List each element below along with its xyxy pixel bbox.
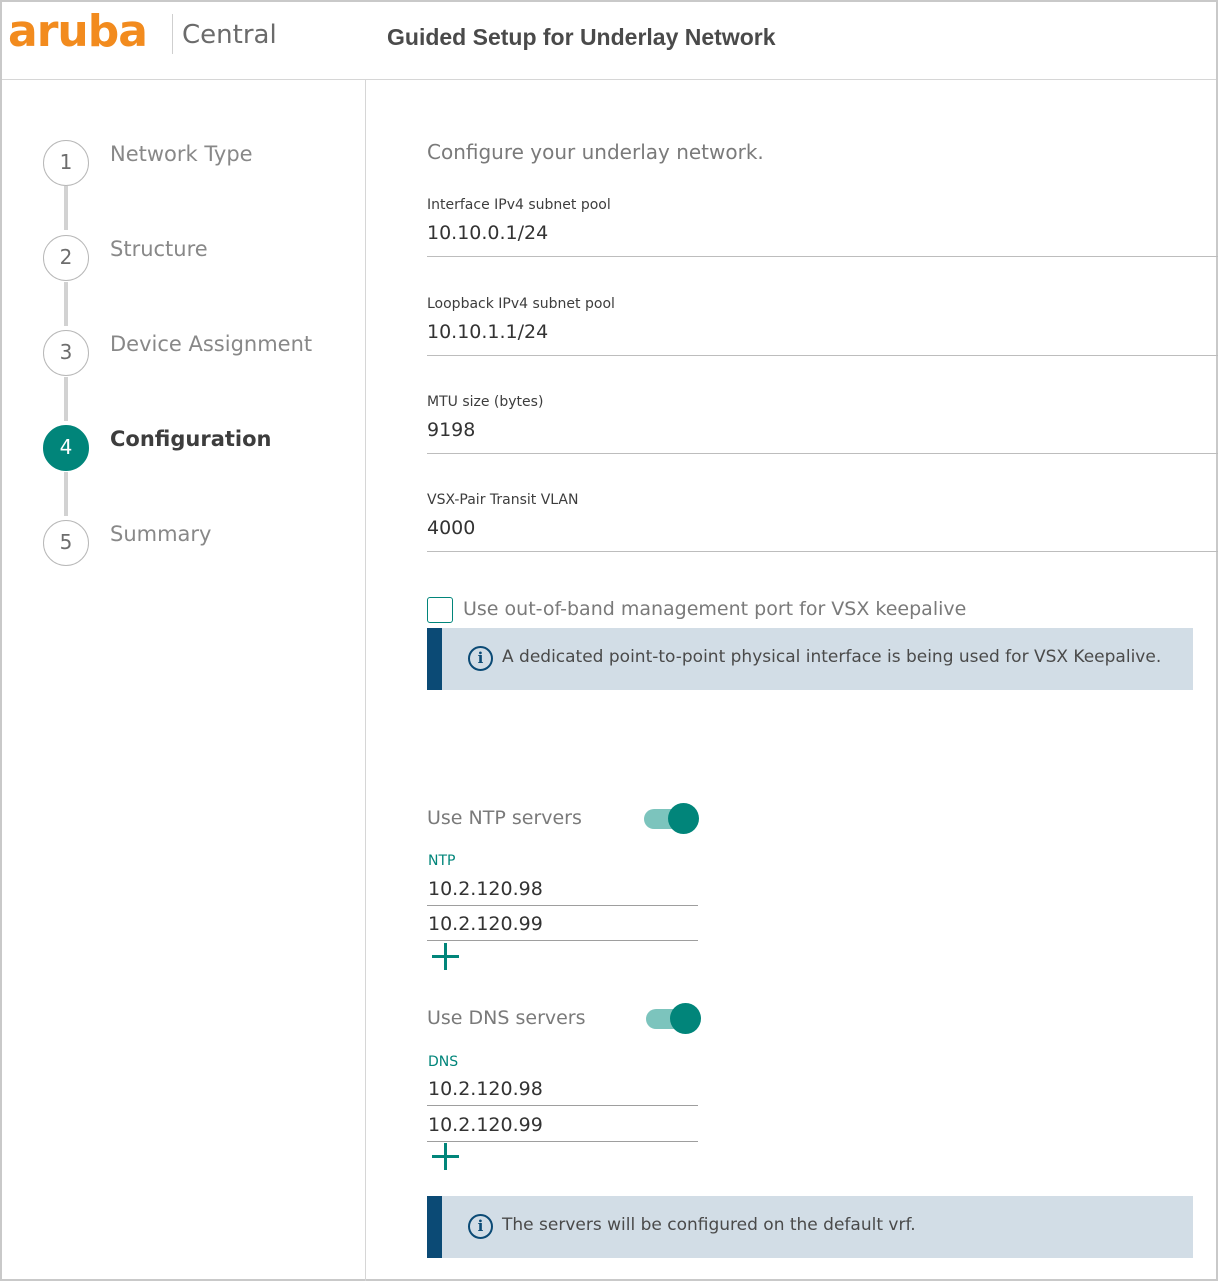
step-configuration[interactable]: [43, 425, 363, 471]
page-title: Guided Setup for Underlay Network: [387, 24, 776, 50]
server-value: 10.2.120.99: [428, 913, 543, 935]
info-text: A dedicated point-to-point physical interface is being used for VSX Keepalive.: [502, 647, 1162, 667]
configuration-form: [367, 80, 1216, 1281]
mtu-size-input[interactable]: 9198: [427, 419, 476, 441]
step-network-type[interactable]: [43, 140, 363, 186]
field-label: MTU size (bytes): [427, 394, 544, 410]
step-number: 5: [43, 520, 89, 566]
add-ntp-server-icon[interactable]: [431, 942, 461, 972]
info-icon: i: [468, 646, 493, 671]
dns-list-label: DNS: [428, 1054, 459, 1070]
product-name: Central: [182, 20, 277, 50]
step-number: 2: [43, 235, 89, 281]
step-connector: [64, 377, 68, 421]
step-label: Configuration: [110, 427, 272, 451]
field-label: VSX-Pair Transit VLAN: [427, 492, 579, 508]
server-value: 10.2.120.98: [428, 1078, 543, 1100]
step-device-assignment[interactable]: [43, 330, 363, 376]
dns-toggle-row: [427, 1002, 702, 1038]
step-connector: [64, 472, 68, 516]
logo-divider: [172, 14, 173, 54]
interface-subnet-pool-input[interactable]: 10.10.0.1/24: [427, 222, 549, 244]
step-label: Device Assignment: [110, 332, 313, 356]
server-value: 10.2.120.98: [428, 878, 543, 900]
step-connector: [64, 186, 68, 230]
field-label: Loopback IPv4 subnet pool: [427, 296, 615, 312]
dns-server-input[interactable]: [427, 1112, 698, 1142]
vsx-transit-vlan-input[interactable]: 4000: [427, 517, 476, 539]
step-summary[interactable]: [43, 520, 363, 566]
ntp-toggle[interactable]: [644, 802, 700, 834]
form-intro: Configure your underlay network.: [427, 140, 764, 164]
loopback-subnet-pool-field[interactable]: [427, 296, 1218, 356]
add-dns-server-icon[interactable]: [431, 1142, 461, 1172]
wizard-stepper: [2, 80, 366, 1281]
server-value: 10.2.120.99: [428, 1114, 543, 1136]
vsx-keepalive-info: [427, 628, 1193, 690]
step-structure[interactable]: [43, 235, 363, 281]
toggle-label: Use DNS servers: [427, 1007, 586, 1029]
info-icon: i: [468, 1214, 493, 1239]
loopback-subnet-pool-input[interactable]: 10.10.1.1/24: [427, 321, 549, 343]
servers-vrf-info: [427, 1196, 1193, 1258]
dns-server-input[interactable]: [427, 1076, 698, 1106]
ntp-server-input[interactable]: [427, 911, 698, 941]
step-number: 3: [43, 330, 89, 376]
ntp-toggle-row: [427, 802, 702, 838]
aruba-logo: aruba: [8, 6, 147, 57]
step-label: Network Type: [110, 142, 253, 166]
step-label: Structure: [110, 237, 208, 261]
info-text: The servers will be configured on the default vrf.: [502, 1215, 916, 1235]
toggle-knob: [668, 803, 699, 834]
step-number: 1: [43, 140, 89, 186]
interface-subnet-pool-field[interactable]: [427, 197, 1218, 257]
step-connector: [64, 282, 68, 326]
mtu-size-field[interactable]: [427, 394, 1218, 454]
step-number: 4: [43, 425, 89, 471]
checkbox-label[interactable]: Use out-of-band management port for VSX keepalive: [463, 598, 967, 620]
toggle-label: Use NTP servers: [427, 807, 582, 829]
ntp-list-label: NTP: [428, 853, 456, 869]
header: [2, 2, 1216, 80]
dns-toggle[interactable]: [646, 1002, 702, 1034]
ntp-server-input[interactable]: [427, 876, 698, 906]
step-label: Summary: [110, 522, 212, 546]
oob-keepalive-checkbox[interactable]: [427, 597, 453, 623]
toggle-knob: [670, 1003, 701, 1034]
vsx-transit-vlan-field[interactable]: [427, 492, 1218, 552]
field-label: Interface IPv4 subnet pool: [427, 197, 611, 213]
